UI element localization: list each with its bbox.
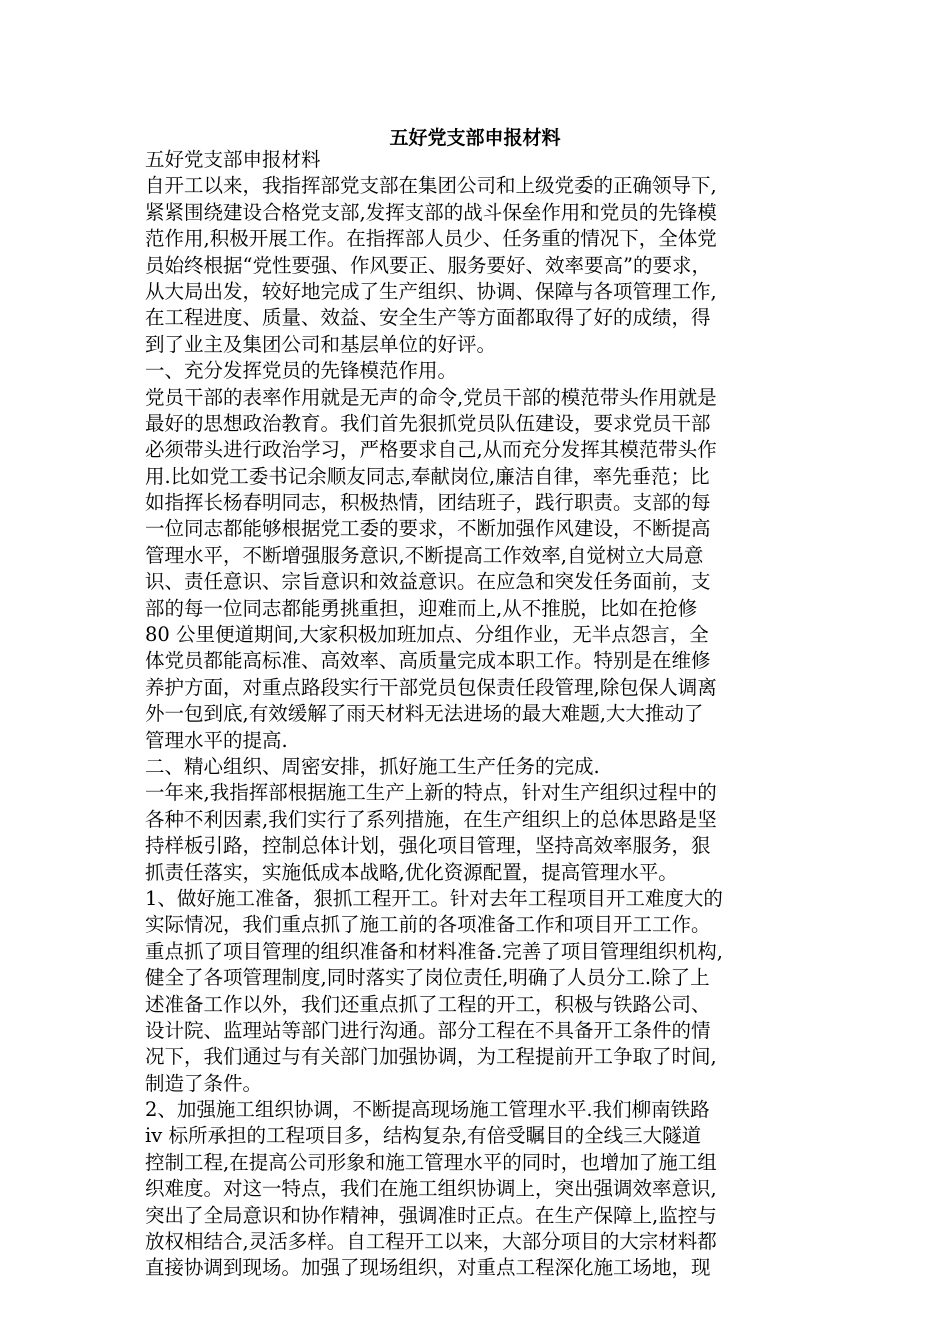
body-text-line: 二、精心组织、周密安排，抓好施工生产任务的完成. bbox=[145, 754, 600, 778]
body-text-line: 必须带头进行政治学习，严格要求自己,从而充分发挥其模范带头作 bbox=[145, 438, 717, 462]
body-text-line: 识、责任意识、宗旨意识和效益意识。在应急和突发任务面前，支 bbox=[145, 570, 711, 594]
document-subtitle-line: 五好党支部申报材料 bbox=[145, 148, 321, 171]
body-text-line: 况下，我们通过与有关部门加强协调，为工程提前开工争取了时间, bbox=[145, 1045, 717, 1069]
body-text-line: 设计院、监理站等部门进行沟通。部分工程在不具备开工条件的情 bbox=[145, 1018, 711, 1042]
body-text-line: 实际情况，我们重点抓了施工前的各项准备工作和项目开工工作。 bbox=[145, 913, 711, 937]
body-text-line: 紧紧围绕建设合格党支部,发挥支部的战斗保垒作用和党员的先锋模 bbox=[145, 200, 717, 224]
body-text-line: 2、加强施工组织协调，不断提高现场施工管理水平.我们柳南铁路 bbox=[145, 1098, 710, 1122]
document-body bbox=[145, 147, 815, 1282]
body-text-line: 党员干部的表率作用就是无声的命令,党员干部的模范带头作用就是 bbox=[145, 385, 717, 409]
body-text-line: 抓责任落实，实施低成本战略,优化资源配置，提高管理水平。 bbox=[145, 860, 678, 884]
body-text-line: 部的每一位同志都能勇挑重担，迎难而上,从不推脱，比如在抢修 bbox=[145, 596, 698, 620]
body-text-line: 直接协调到现场。加强了现场组织，对重点工程深化施工场地，现 bbox=[145, 1256, 711, 1280]
body-text-line: 放权相结合,灵活多样。自工程开工以来，大部分项目的大宗材料都 bbox=[145, 1230, 717, 1254]
body-text-line: iv 标所承担的工程项目多，结构复杂,有倍受瞩目的全线三大隧道 bbox=[145, 1124, 702, 1148]
body-text-line: 管理水平的提高. bbox=[145, 728, 288, 752]
body-text-line: 突出了全局意识和协作精神，强调准时正点。在生产保障上,监控与 bbox=[145, 1203, 717, 1227]
body-text-line: 一位同志都能够根据党工委的要求，不断加强作风建设，不断提高 bbox=[145, 517, 711, 541]
body-text-line: 制造了条件。 bbox=[145, 1071, 263, 1095]
body-text-line: 健全了各项管理制度,同时落实了岗位责任,明确了人员分工.除了上 bbox=[145, 966, 710, 990]
body-text-line: 织难度。对这一特点，我们在施工组织协调上，突出强调效率意识, bbox=[145, 1177, 717, 1201]
body-text-line: 如指挥长杨春明同志，积极热情，团结班子，践行职责。支部的每 bbox=[145, 491, 711, 515]
body-text-line: 控制工程,在提高公司形象和施工管理水平的同时，也增加了施工组 bbox=[145, 1150, 717, 1174]
document-title: 五好党支部申报材料 bbox=[389, 127, 561, 149]
body-text-line: 各种不利因素,我们实行了系列措施，在生产组织上的总体思路是坚 bbox=[145, 807, 717, 831]
body-text-line: 一年来,我指挥部根据施工生产上新的特点，针对生产组织过程中的 bbox=[145, 781, 717, 805]
body-text-line: 自开工以来，我指挥部党支部在集团公司和上级党委的正确领导下, bbox=[145, 174, 717, 198]
body-text-line: 管理水平，不断增强服务意识,不断提高工作效率,自觉树立大局意 bbox=[145, 543, 704, 567]
body-text-line: 范作用,积极开展工作。在指挥部人员少、任务重的情况下，全体党 bbox=[145, 227, 717, 251]
body-text-line: 述准备工作以外，我们还重点抓了工程的开工，积极与铁路公司、 bbox=[145, 992, 711, 1016]
body-text-line: 养护方面，对重点路段实行干部党员包保责任段管理,除包保人调离 bbox=[145, 675, 717, 699]
body-text-line: 1、做好施工准备，狠抓工程开工。针对去年工程项目开工难度大的 bbox=[145, 886, 723, 910]
body-text-line: 在工程进度、质量、效益、安全生产等方面都取得了好的成绩，得 bbox=[145, 306, 711, 330]
body-text-line: 重点抓了项目管理的组织准备和材料准备.完善了项目管理组织机构, bbox=[145, 939, 723, 963]
body-text-line: 到了业主及集团公司和基层单位的好评。 bbox=[145, 332, 497, 356]
body-text-line: 一、充分发挥党员的先锋模范作用。 bbox=[145, 359, 458, 383]
body-text-line: 最好的思想政治教育。我们首先狠抓党员队伍建设，要求党员干部 bbox=[145, 411, 711, 435]
body-text-line: 80 公里便道期间,大家积极加班加点、分组作业，无半点怨言，全 bbox=[145, 623, 709, 647]
body-text-line: 员始终根据“党性要强、作风要正、服务要好、效率要高”的要求， bbox=[145, 253, 711, 277]
body-text-line: 用.比如党工委书记余顺友同志,奉献岗位,廉洁自律，率先垂范；比 bbox=[145, 464, 710, 488]
body-text-line: 从大局出发，较好地完成了生产组织、协调、保障与各项管理工作, bbox=[145, 279, 717, 303]
body-text-line: 持样板引路，控制总体计划，强化项目管理，坚持高效率服务，狠 bbox=[145, 834, 711, 858]
body-text-line: 外一包到底,有效缓解了雨天材料无法进场的最大难题,大大推动了 bbox=[145, 702, 704, 726]
body-text-line: 体党员都能高标准、高效率、高质量完成本职工作。特别是在维修 bbox=[145, 649, 711, 673]
